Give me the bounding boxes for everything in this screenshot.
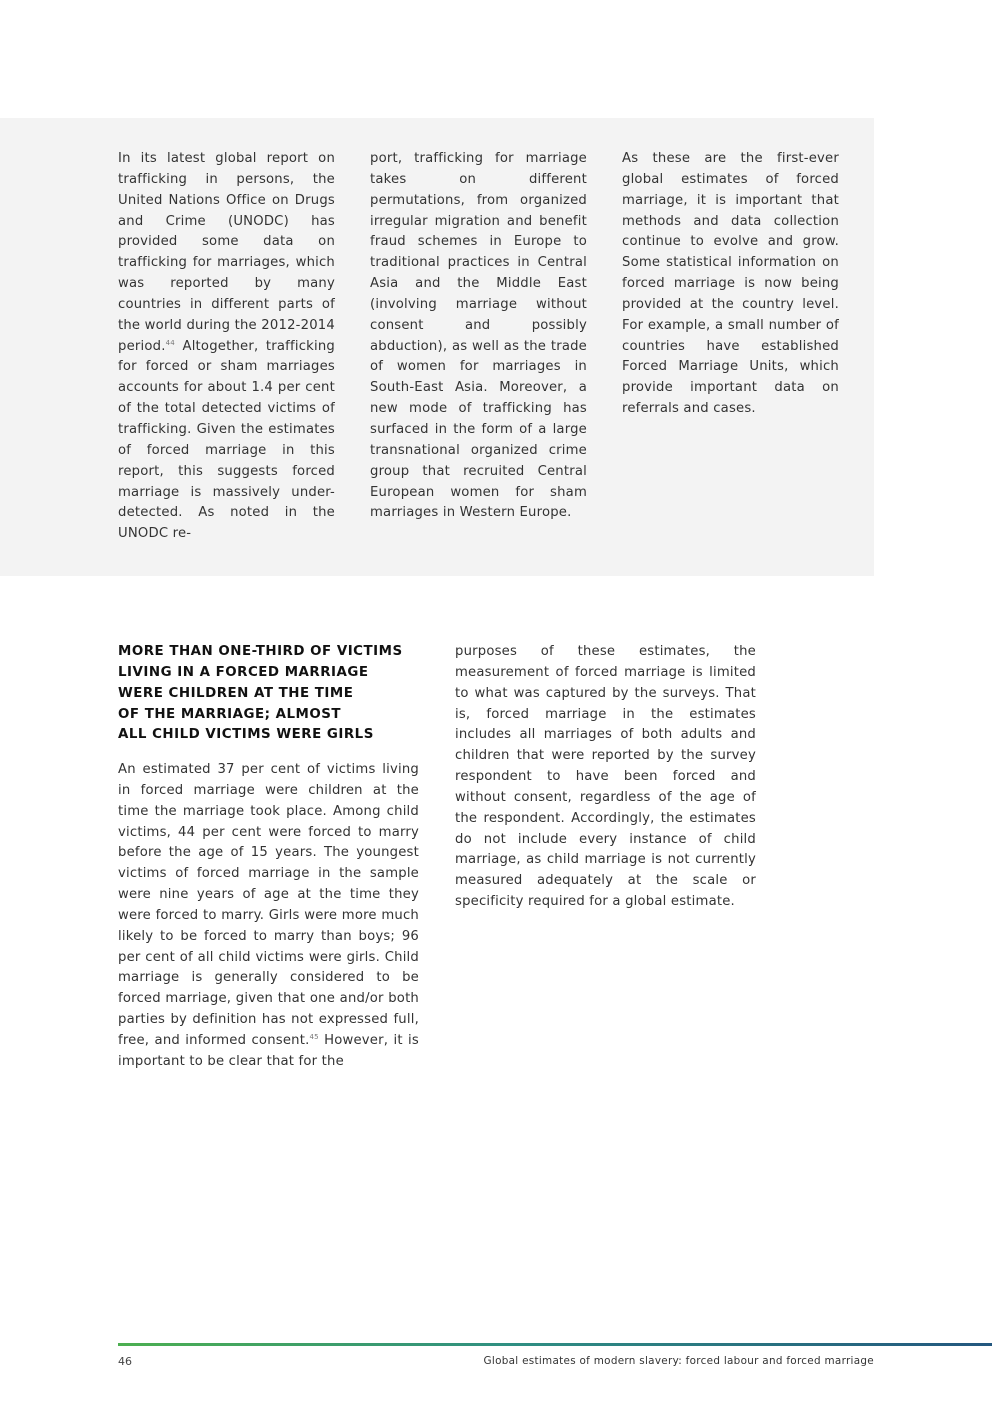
running-title: Global estimates of modern slavery: forced labour and forced marriage [483, 1355, 874, 1367]
footnote-44[interactable]: 44 [165, 338, 175, 347]
body-paragraph-2: purposes of these estimates, the measurement of forced marriage is limited to what was captured by the surveys. That is, forced marriage in the estimates includes all marriages of both adults and children that were reported by the survey respondent to have been forced and without consent, regardless of the age of the respondent. Accordingly, the estimates do not include every instance of child marriage, as child marriage is not currently measured adequately at the scale or specificity required for a global estimate. [455, 644, 756, 910]
box-column-1-text-cont: Altogether, trafficking for forced or sham marriages accounts for about 1.4 per cent of the total detected victims of trafficking. Given the estimates of forced marriage in this report, this suggests forced marriage is massively under-detected. As noted in the UNODC re- [118, 338, 335, 542]
box-column-3: As these are the first-ever global estimates of forced marriage, it is important that methods and data collection continue to evolve and grow. Some statistical information on forced marriage is now being provided at the country level. For example, a small number of countries have established Forced Marriage Units, which provide important data on referrals and cases. [622, 151, 839, 417]
body-paragraph-1-text-cont: However, it is important to be clear that for the [118, 1032, 419, 1069]
footnote-45[interactable]: 45 [309, 1032, 319, 1041]
body-paragraph-1-text: An estimated 37 per cent of victims living in forced marriage were children at the time the marriage took place. Among child victims, 44 per cent were forced to marry before the age of 15 years. The youngest victims of forced marriage in the sample were nine years of age at the time they were forced to marry. Girls were more much likely to be forced to marry than boys; 96 per cent of all child victims were girls. Child marriage is generally considered to be forced marriage, given that one and/or both parties by definition has not expressed full, free, and informed consent. [118, 762, 419, 1048]
page-number: 46 [118, 1355, 132, 1368]
section-heading: MORE THAN ONE-THIRD OF VICTIMS LIVING IN A FORCED MARRIAGE WERE CHILDREN AT THE TIME OF THE MARRIAGE; ALMOST ALL CHILD VICTIMS WERE GIRLS [118, 644, 403, 743]
footer-rule [118, 1343, 992, 1346]
box-column-2: port, trafficking for marriage takes on different permutations, from organized irregular migration and benefit fraud schemes in Europe to traditional practices in Central Asia and the Middle East (involving marriage without consent and possibly abduction), as well as the trade of women for marriages in South-East Asia. Moreover, a new mode of trafficking has surfaced in the form of a large transnational organized crime group that recruited Central European women for sham marriages in Western Europe. [370, 151, 587, 521]
box-column-1-text: In its latest global report on trafficking in persons, the United Nations Office on Drugs and Crime (UNODC) has provided some data on trafficking for marriages, which was reported by many countries in different parts of the world during the 2012-2014 period. [118, 151, 335, 354]
body-paragraph-1 [118, 760, 419, 1073]
box-column-1 [118, 149, 335, 545]
